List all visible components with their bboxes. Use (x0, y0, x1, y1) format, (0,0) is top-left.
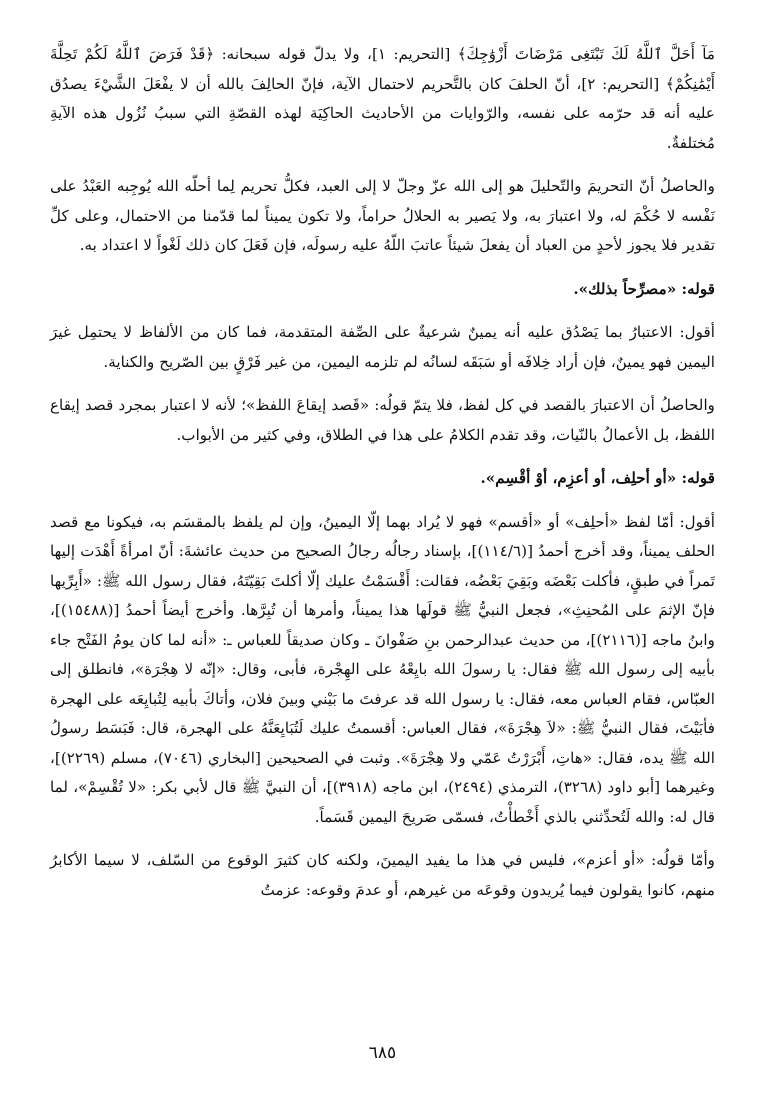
heading-musarrihan: قوله: «مصرِّحاً بذلك». (573, 279, 715, 298)
paragraph-conclusion-qasd: والحاصلُ أن الاعتبارَ بالقصد في كل لفظ، فلا يتمّ قولُه: «قَصد إيقاعَ اللفظ»؛ لأنه لا اعتبار بمجرد قصد إيقاع اللفظ، بل الأعمالُ بالنّيات، وقد تقدم الكلامُ على هذا في الطلاق، وفي كثير من الأبواب. (50, 396, 715, 444)
paragraph-aqul-2: أقول: أمّا لفظ «أحلِف» أو «أقسم» فهو لا يُراد بهما إلّا اليمينُ، وإن لم يلفظ بالمقسَم به، فيكونا مع قصد الحلف يميناً، وقد أخرج أحمدُ [(١١٤/٦)]، بإسناد رجالُه رجالُ الصحيح من حديث عائشةَ: أنّ امرأةً أَهْدَت إليها تَمراً في طبقٍ، فأكلت بَعْضَه وبَقِيَ بَعْضُه، فقالت: أَقْسَمْتُ عليك إلّا أكلتَ بَقِيّتَهُ، فقال رسول الله ﷺ: «أَبِرِّيها فإنّ الإثمَ على المُحنِثِ»، فجعل النبيُّ ﷺ قولَها هذا يميناً، وأمرها أن تُبِرَّها. وأخرج أيضاً أحمدُ [(١٥٤٨٨)]، وابنُ ماجه [(٢١١٦)]، من حديث عبدالرحمن بنِ صَفْوانَ ـ وكان صديقاً للعباس ـ: «أنه لما كان يومُ الفَتْح جاء بأبيه إلى رسول الله ﷺ فقال: يا رسولَ الله بايِعْهُ على الهِجْرة، فأبى، وقال: «إنّه لا هِجْرَة»، فانطلق إلى العبّاس، فقام العباس معه، فقال: يا رسول الله قد عرفتَ ما بَيْني وبينَ فلان، وأتاكَ بأبيه لِتُبايِعَه على الهجرة فأبَيْتَ، فقال النبيُّ ﷺ: «لاَ هِجْرَةَ»، فقال العباس: أقسمتُ عليك لَتُبَايِعَنَّهُ على الهجرة، قال: فَبَسَط رسولُ الله ﷺ يده، فقال: «هاتِ، أَبْرَرْتُ عَمّي ولا هِجْرَةَ». وثبت في الصحيحين [البخاري (٧٠٤٦)، مسلم (٢٢٦٩)]، وغيرهما [أبو داود (٣٢٦٨)، الترمذي (٢٤٩٤)، ابن ماجه (٣٩١٨)]، أن النبيَّ ﷺ قال لأبي بكر: «لا تُقْسِمْ»، لما قال له: والله لَتُحدِّثني بالذي أَخْطأْتُ، فسمّى صَريحَ اليمين قَسَماً. (50, 512, 715, 826)
paragraph-aazim: وأمّا قولُه: «أو أعزم»، فليس في هذا ما يفيد اليمينَ، ولكنه كان كثيرَ الوقوع من السّلف، لا سيما الأكابرُ منهم، كانوا يقولون فيما يُريدون وقوعَه من غيرهم، أو عدمَ وقوعه: عزمتُ (50, 851, 715, 899)
paragraph-conclusion-tahrim: والحاصلُ أنّ التحريمَ والتّحليلَ هو إلى الله عزّ وجلّ لا إلى العبد، فكلُّ تحريم لِما أحلّه الله يُوجِبه العَبْدُ على نَفْسه لا حُكْمَ له، ولا اعتبارَ به، ولا يَصير به الحلالُ حراماً، ولا تكون يميناً لما قدّمنا من الاحتمال، وعلى كلِّ تقدير فلا يجوز لأحدٍ من العباد أن يفعلَ شيئاً عاتبَ اللّهُ عليه رسولَه، فإن فَعَلَ كان ذلك لَغْواً لا اعتداد به. (50, 177, 715, 254)
paragraph-aqul-1: أقول: الاعتبارُ بما يَصْدُق عليه أنه يمينٌ شرعيةٌ على الصِّفة المتقدمة، فما كان من الألفاظ لا يحتمِل غيرَ اليمين فهو يمينٌ، فإن أراد خِلافَه أو سَبَقَه لسانُه لم تلزمه اليمين، من غير فَرْقٍ بين الصّريح والكناية. (50, 323, 715, 371)
page-number: ٦٨٥ (368, 1043, 397, 1063)
paragraph-verse-continuation: مَآ أَحَلَّ ٱللَّهُ لَكَ تَبْتَغِى مَرْضَاتَ أَزْوَٰجِكَ﴾ [التحريم: ١]، ولا يدلّ قوله سبحانه: ﴿قَدْ فَرَضَ ٱللَّهُ لَكُمْ تَحِلَّةَ أَيْمَٰنِكُمْ﴾ [التحريم: ٢]، أنّ الحلفَ كان بالتَّحريم لاحتمال الآية، فإنّ الحالِفَ بالله أن لا يفْعَلَ الشَّيْءَ يصدُق عليه أنه قد حرّمه على نفسه، والرّوايات من الأحاديث الحاكِيَة لهذه القصّةِ التي سببُ نُزُول هذه الآيةِ مُختلفةٌ. (50, 45, 715, 152)
heading-ahlif-aazim-uqsim: قوله: «أو أحلِف، أو أعزِم، أوْ أقْسِم». (480, 469, 715, 487)
